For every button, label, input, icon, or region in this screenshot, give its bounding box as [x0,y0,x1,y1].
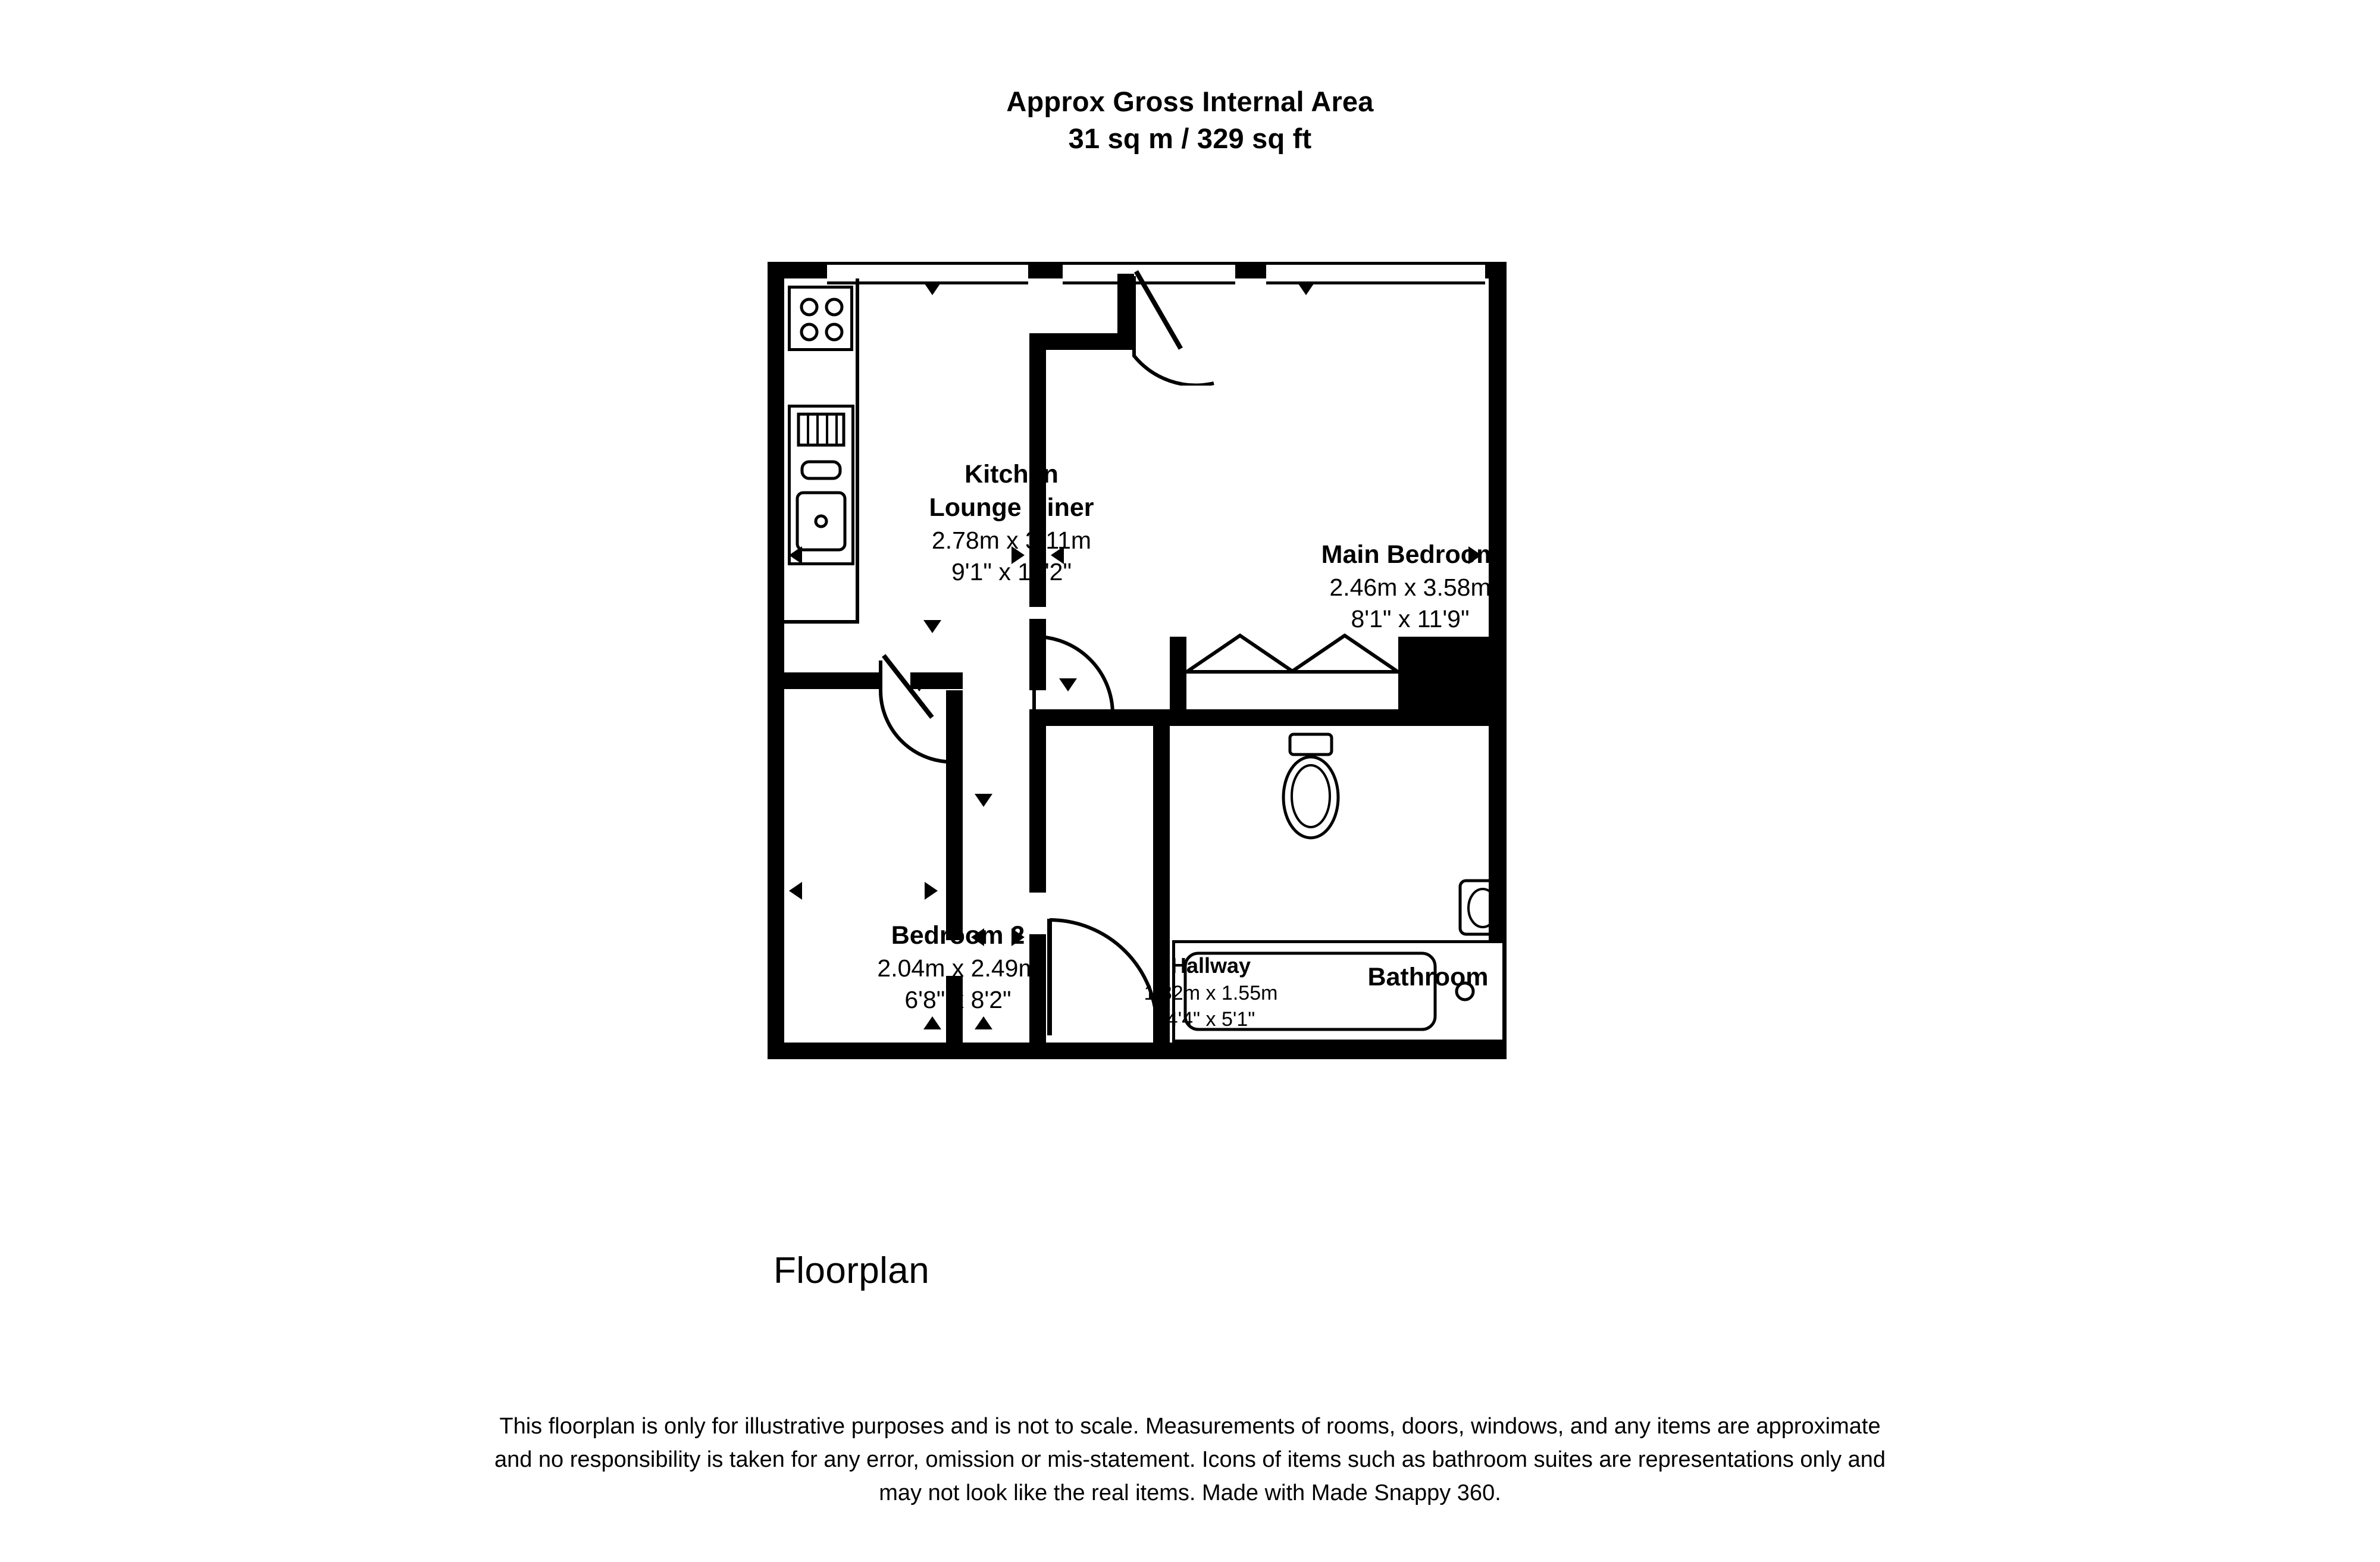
room-name-kitchen-2: Lounge Diner [929,493,1094,522]
dim-arrow-bedroom2-bottom [923,1016,941,1029]
disclaimer-text [238,1410,2142,1510]
wardrobe-block [1398,637,1507,709]
dim-arrow-bedroom2-top [910,678,928,691]
area-summary-title: Approx Gross Internal Area [1006,86,1374,117]
dim-arrow-kitchen-left [789,546,802,564]
room-label-kitchen [887,458,1136,588]
room-dim-bedroom2-imperial: 6'8" x 8'2" [904,986,1012,1014]
floorplan-title: Floorplan [774,1250,930,1291]
wall-bedroom2-top [768,672,881,689]
room-name-bathroom: Bathroom [1367,963,1489,991]
dim-arrow-mainbed-bottom [1059,678,1077,691]
wall-hallway-right [1029,714,1046,893]
room-name-kitchen-1: Kitchen [964,460,1059,489]
dim-arrow-mainbed-top [1297,282,1315,295]
room-name-main-bedroom: Main Bedroom [1321,540,1499,569]
wash-basin-icon [1458,875,1507,940]
floorplan-drawing [768,262,1618,1172]
room-label-bedroom2 [833,919,1083,1016]
dim-arrow-kitchen-top [923,282,941,295]
wall-kitchen-bedroom-vertical [1029,333,1046,452]
wardrobe-divider [1170,637,1186,709]
area-summary-value: 31 sq m / 329 sq ft [1068,123,1312,155]
room-label-hallway [1104,952,1318,1032]
toilet-icon [1273,732,1348,851]
wardrobe-front-line [1186,670,1398,674]
wall-bottom-outer [768,1043,1507,1059]
area-summary-header [0,83,2380,157]
cooker-hob-burners-icon [788,286,853,351]
room-dim-main-bedroom-imperial: 8'1" x 11'9" [1351,605,1470,633]
dim-arrow-bedroom2-left [789,882,802,900]
room-label-main-bedroom [1285,539,1535,635]
kitchen-sink-detail-icon [788,405,854,565]
kitchen-counter-edge [856,278,859,624]
dim-arrow-hallway-bottom [975,1016,992,1029]
disclaimer-line-1: This floorplan is only for illustrative purposes and is not to scale. Measurements of rooms, doors, windows, and any items are approximate [499,1414,1881,1439]
room-dim-main-bedroom-metric: 2.46m x 3.58m [1329,573,1491,601]
dim-arrow-hallway-top [975,794,992,807]
window-top-3 [1266,262,1485,284]
room-dim-hallway-metric: 1.32m x 1.55m [1144,981,1278,1004]
dim-arrow-bedroom2-topright [923,620,941,633]
room-dim-kitchen-metric: 2.78m x 3.11m [931,526,1092,554]
wall-top-mullion-1 [1028,262,1063,278]
room-dim-bedroom2-metric: 2.04m x 2.49m [877,954,1039,982]
room-name-hallway: Hallway [1170,953,1251,978]
room-dim-hallway-imperial: 4'4" x 5'1" [1166,1007,1255,1031]
wall-top-mullion-2 [1235,262,1266,278]
room-dim-kitchen-imperial: 9'1" x 10'2" [951,558,1072,586]
wall-left-outer [768,262,784,1059]
room-name-bedroom2: Bedroom 2 [891,921,1025,950]
disclaimer-line-3: may not look like the real items. Made with Made Snappy 360. [879,1480,1501,1505]
disclaimer-line-2: and no responsibility is taken for any error, omission or mis-statement. Icons of items such as bathroom suites are representations only and [494,1447,1886,1472]
room-label-bathroom [1321,961,1535,994]
wardrobe-doors-icon [1186,633,1398,672]
kitchen-counter-bottom [784,620,859,624]
door-hallway-lounge-icon [1029,601,1136,720]
dim-arrow-bedroom2-right [925,882,938,900]
